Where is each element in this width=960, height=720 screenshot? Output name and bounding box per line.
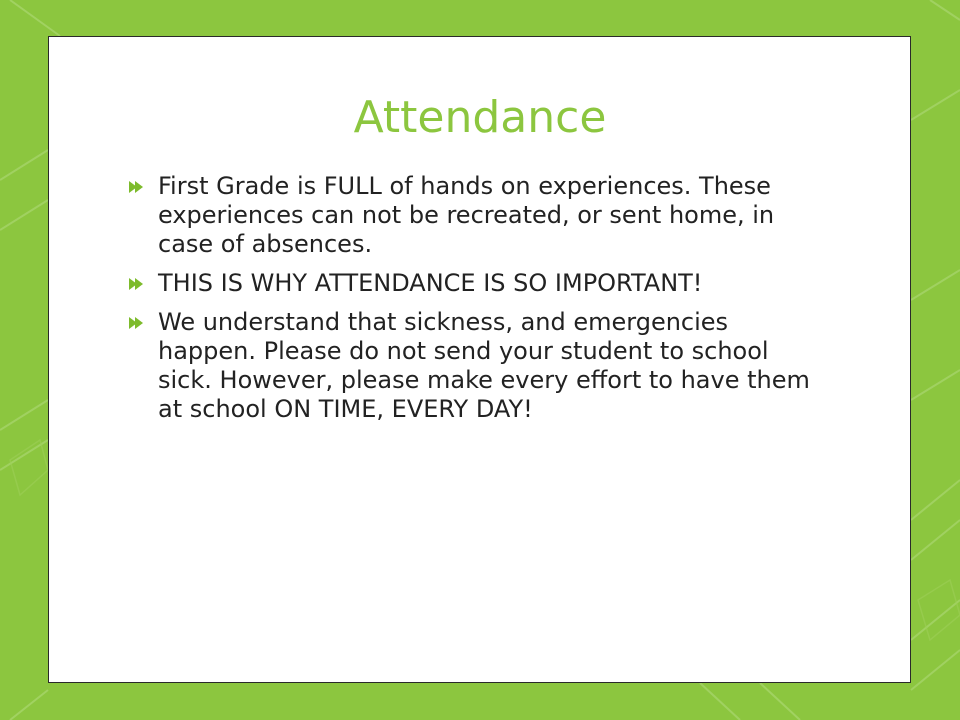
slide-title: Attendance	[353, 92, 607, 143]
bullet-list	[128, 172, 828, 434]
bullet-text: We understand that sickness, and emergencies happen. Please do not send your student to school sick. However, please make every effort to have them at school ON TIME, EVERY DAY!	[158, 308, 810, 423]
list-item	[128, 269, 828, 298]
arrow-bullet-icon	[128, 180, 144, 194]
bullet-text: First Grade is FULL of hands on experiences. These experiences can not be recreated, or sent home, in case of absences.	[158, 172, 775, 258]
bullet-text: THIS IS WHY ATTENDANCE IS SO IMPORTANT!	[158, 269, 703, 297]
list-item	[128, 172, 828, 259]
list-item	[128, 308, 828, 424]
arrow-bullet-icon	[128, 277, 144, 291]
arrow-bullet-icon	[128, 316, 144, 330]
